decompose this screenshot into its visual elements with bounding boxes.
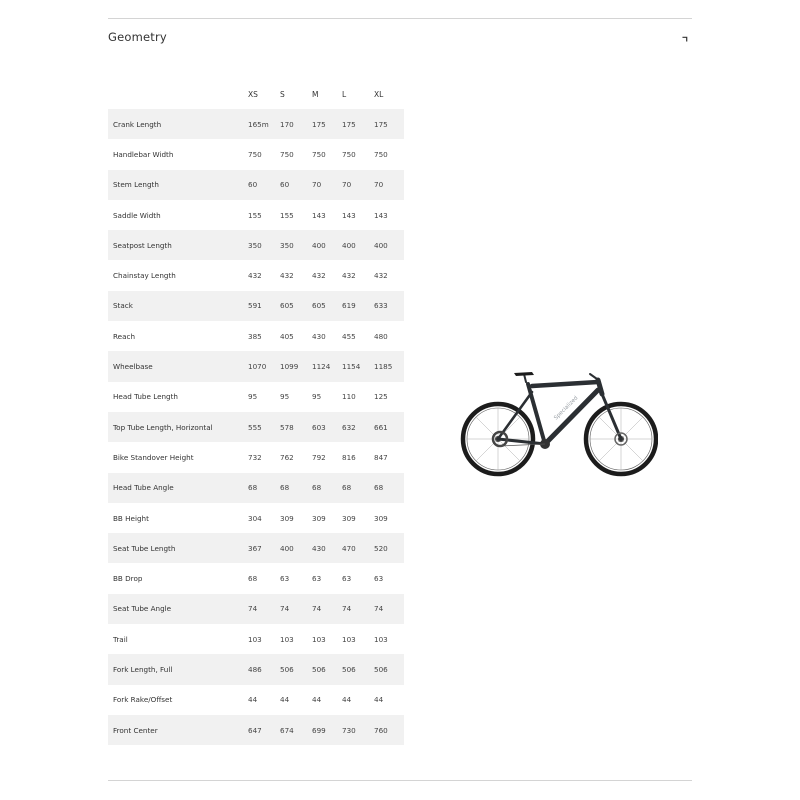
- row-value-xs: 165m: [248, 109, 280, 139]
- row-value-s: 674: [280, 715, 312, 745]
- bike-image: [460, 370, 658, 480]
- row-value-xs: 367: [248, 533, 280, 563]
- row-value-m: 430: [312, 533, 342, 563]
- row-value-l: 70: [342, 170, 374, 200]
- row-value-xs: 591: [248, 291, 280, 321]
- row-value-m: 143: [312, 200, 342, 230]
- table-row: [108, 594, 404, 624]
- row-value-xs: 155: [248, 200, 280, 230]
- table-row: [108, 321, 404, 351]
- row-value-s: 95: [280, 382, 312, 412]
- row-value-l: 143: [342, 200, 374, 230]
- row-value-xl: 480: [374, 321, 404, 351]
- row-value-s: 63: [280, 563, 312, 593]
- table-row: [108, 291, 404, 321]
- row-value-xl: 309: [374, 503, 404, 533]
- row-label: Handlebar Width: [108, 139, 248, 169]
- row-value-s: 750: [280, 139, 312, 169]
- row-label: Trail: [108, 624, 248, 654]
- row-value-xl: 847: [374, 442, 404, 472]
- row-value-m: 309: [312, 503, 342, 533]
- size-header-xl: XL: [374, 90, 384, 99]
- row-value-l: 63: [342, 563, 374, 593]
- row-value-l: 619: [342, 291, 374, 321]
- row-value-m: 74: [312, 594, 342, 624]
- row-value-l: 506: [342, 654, 374, 684]
- row-value-xs: 68: [248, 563, 280, 593]
- row-label: BB Height: [108, 503, 248, 533]
- row-value-l: 455: [342, 321, 374, 351]
- row-value-xl: 661: [374, 412, 404, 442]
- section-title: Geometry: [108, 30, 167, 44]
- row-value-l: 632: [342, 412, 374, 442]
- row-value-l: 309: [342, 503, 374, 533]
- row-value-l: 730: [342, 715, 374, 745]
- row-value-xs: 385: [248, 321, 280, 351]
- row-value-s: 68: [280, 473, 312, 503]
- row-label: Stack: [108, 291, 248, 321]
- row-value-s: 578: [280, 412, 312, 442]
- row-value-xs: 60: [248, 170, 280, 200]
- table-row: [108, 685, 404, 715]
- row-value-m: 175: [312, 109, 342, 139]
- row-value-m: 792: [312, 442, 342, 472]
- row-value-xl: 175: [374, 109, 404, 139]
- row-value-m: 699: [312, 715, 342, 745]
- row-value-xl: 68: [374, 473, 404, 503]
- row-value-m: 603: [312, 412, 342, 442]
- row-value-m: 605: [312, 291, 342, 321]
- row-value-xs: 74: [248, 594, 280, 624]
- row-value-xs: 555: [248, 412, 280, 442]
- row-value-m: 63: [312, 563, 342, 593]
- row-value-l: 175: [342, 109, 374, 139]
- row-value-l: 400: [342, 230, 374, 260]
- row-value-m: 432: [312, 260, 342, 290]
- row-value-m: 44: [312, 685, 342, 715]
- row-value-l: 110: [342, 382, 374, 412]
- table-row: [108, 200, 404, 230]
- row-value-xl: 44: [374, 685, 404, 715]
- label-header: [108, 80, 248, 109]
- row-label: Top Tube Length, Horizontal: [108, 412, 248, 442]
- table-row: [108, 412, 404, 442]
- table-row: [108, 624, 404, 654]
- geometry-table: [108, 80, 404, 745]
- table-row: [108, 382, 404, 412]
- row-value-s: 350: [280, 230, 312, 260]
- top-divider: [108, 18, 692, 19]
- table-row: [108, 139, 404, 169]
- row-value-xl: 506: [374, 654, 404, 684]
- row-value-xs: 750: [248, 139, 280, 169]
- row-value-m: 68: [312, 473, 342, 503]
- row-label: Fork Length, Full: [108, 654, 248, 684]
- row-value-l: 816: [342, 442, 374, 472]
- row-label: Fork Rake/Offset: [108, 685, 248, 715]
- row-value-s: 309: [280, 503, 312, 533]
- row-value-xl: 750: [374, 139, 404, 169]
- row-value-xs: 350: [248, 230, 280, 260]
- svg-text:Specialized: Specialized: [553, 395, 580, 422]
- row-value-xl: 143: [374, 200, 404, 230]
- row-value-s: 762: [280, 442, 312, 472]
- row-value-xs: 486: [248, 654, 280, 684]
- row-value-s: 170: [280, 109, 312, 139]
- row-value-xs: 44: [248, 685, 280, 715]
- row-value-xl: 125: [374, 382, 404, 412]
- row-value-s: 506: [280, 654, 312, 684]
- row-label: Chainstay Length: [108, 260, 248, 290]
- row-value-s: 74: [280, 594, 312, 624]
- row-value-xl: 63: [374, 563, 404, 593]
- row-label: Reach: [108, 321, 248, 351]
- row-value-xs: 95: [248, 382, 280, 412]
- row-label: Stem Length: [108, 170, 248, 200]
- size-header-xs: XS: [248, 90, 258, 99]
- chevron-up-icon[interactable]: [680, 32, 692, 44]
- table-header-row: [108, 80, 404, 109]
- row-value-s: 103: [280, 624, 312, 654]
- row-value-l: 44: [342, 685, 374, 715]
- table-row: [108, 260, 404, 290]
- row-label: Head Tube Length: [108, 382, 248, 412]
- row-value-s: 405: [280, 321, 312, 351]
- row-value-xl: 633: [374, 291, 404, 321]
- row-value-m: 430: [312, 321, 342, 351]
- row-label: Bike Standover Height: [108, 442, 248, 472]
- row-value-xs: 1070: [248, 351, 280, 381]
- row-value-l: 68: [342, 473, 374, 503]
- row-value-m: 103: [312, 624, 342, 654]
- row-value-l: 470: [342, 533, 374, 563]
- row-value-xs: 732: [248, 442, 280, 472]
- table-row: [108, 563, 404, 593]
- row-label: BB Drop: [108, 563, 248, 593]
- row-value-xl: 432: [374, 260, 404, 290]
- row-value-xl: 103: [374, 624, 404, 654]
- row-value-xl: 760: [374, 715, 404, 745]
- row-value-xl: 520: [374, 533, 404, 563]
- bottom-divider: [108, 780, 692, 781]
- row-value-m: 1124: [312, 351, 342, 381]
- row-value-s: 432: [280, 260, 312, 290]
- row-value-s: 400: [280, 533, 312, 563]
- geometry-accordion-header[interactable]: [108, 30, 692, 48]
- size-header-s: S: [280, 90, 285, 99]
- row-label: Crank Length: [108, 109, 248, 139]
- table-row: [108, 230, 404, 260]
- row-value-xl: 400: [374, 230, 404, 260]
- row-value-l: 1154: [342, 351, 374, 381]
- row-label: Seat Tube Angle: [108, 594, 248, 624]
- table-row: [108, 503, 404, 533]
- row-label: Wheelbase: [108, 351, 248, 381]
- size-header-l: L: [342, 90, 347, 99]
- table-row: [108, 715, 404, 745]
- row-value-xs: 68: [248, 473, 280, 503]
- row-value-l: 750: [342, 139, 374, 169]
- row-value-m: 400: [312, 230, 342, 260]
- row-value-xl: 1185: [374, 351, 404, 381]
- row-label: Head Tube Angle: [108, 473, 248, 503]
- table-row: [108, 654, 404, 684]
- table-row: [108, 170, 404, 200]
- row-value-s: 155: [280, 200, 312, 230]
- row-value-xl: 74: [374, 594, 404, 624]
- size-header-m: M: [312, 90, 319, 99]
- row-value-xs: 304: [248, 503, 280, 533]
- table-row: [108, 109, 404, 139]
- row-value-s: 60: [280, 170, 312, 200]
- row-label: Front Center: [108, 715, 248, 745]
- table-row: [108, 442, 404, 472]
- row-value-s: 1099: [280, 351, 312, 381]
- row-value-l: 74: [342, 594, 374, 624]
- row-value-xs: 432: [248, 260, 280, 290]
- table-body: [108, 109, 404, 745]
- table-row: [108, 533, 404, 563]
- row-value-m: 70: [312, 170, 342, 200]
- row-label: Seat Tube Length: [108, 533, 248, 563]
- row-value-m: 95: [312, 382, 342, 412]
- table-row: [108, 351, 404, 381]
- row-value-m: 750: [312, 139, 342, 169]
- row-value-m: 506: [312, 654, 342, 684]
- row-value-xl: 70: [374, 170, 404, 200]
- table-row: [108, 473, 404, 503]
- row-value-l: 432: [342, 260, 374, 290]
- row-value-s: 44: [280, 685, 312, 715]
- row-label: Saddle Width: [108, 200, 248, 230]
- row-label: Seatpost Length: [108, 230, 248, 260]
- row-value-xs: 103: [248, 624, 280, 654]
- row-value-s: 605: [280, 291, 312, 321]
- row-value-xs: 647: [248, 715, 280, 745]
- row-value-l: 103: [342, 624, 374, 654]
